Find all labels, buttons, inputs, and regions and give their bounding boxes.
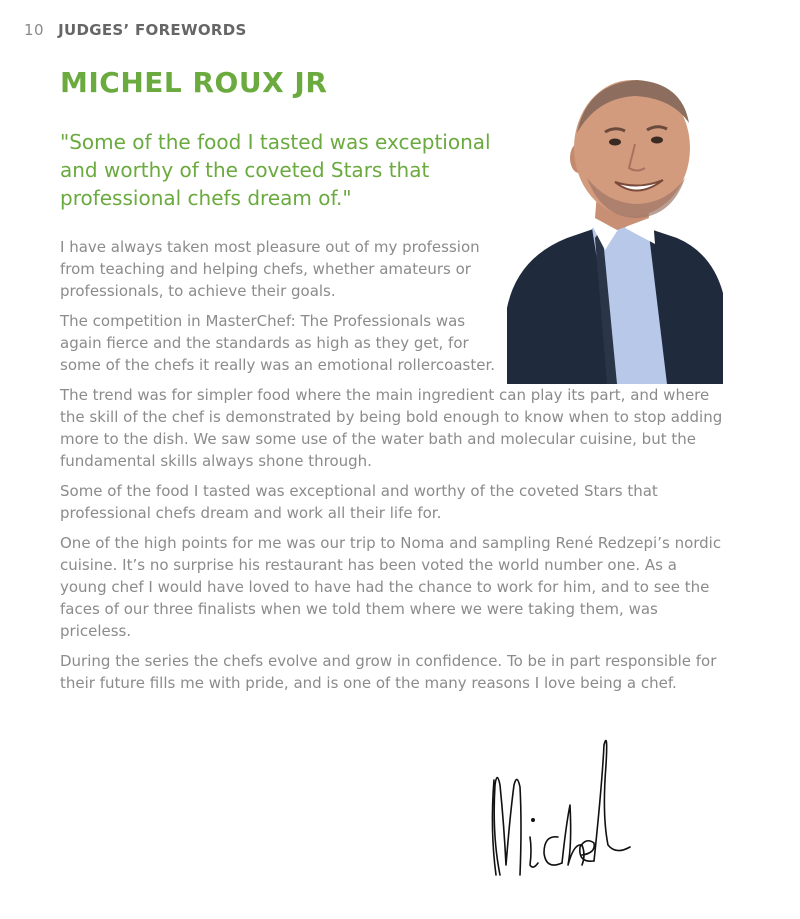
page-header (24, 20, 247, 40)
paragraph: During the series the chefs evolve and grow in confidence. To be in part responsible for their future fills me with pride, and is one of the many reasons I love being a chef. (60, 652, 717, 692)
judge-name: MICHEL ROUX JR (60, 66, 328, 99)
paragraph: The competition in MasterChef: The Professionals was again fierce and the standards as high as they get, for some of the chefs it really was an emotional rollercoaster. (60, 312, 496, 374)
page-number: 10 (24, 21, 45, 39)
section-title: JUDGES’ FOREWORDS (58, 21, 247, 39)
paragraph: One of the high points for me was our trip to Noma and sampling René Redzepi’s nordic cuisine. It’s no surprise his restaurant has been voted the world number one. As a young chef I would have loved to have had the chance to work for him, and to see the faces of our three finalists when we told them where we were taking them, was priceless. (60, 534, 722, 640)
photo-wrap-space (510, 236, 728, 384)
pull-quote: "Some of the food I tasted was exceptional and worthy of the coveted Stars that professional chefs dream of." (60, 130, 491, 210)
paragraph: I have always taken most pleasure out of my profession from teaching and helping chefs, whether amateurs or professionals, to achieve their goals. (60, 238, 480, 300)
handwritten-signature (470, 725, 650, 895)
paragraph: Some of the food I tasted was exceptional and worthy of the coveted Stars that professional chefs dream and work all their life for. (60, 482, 658, 522)
article-body (60, 236, 728, 702)
paragraph: The trend was for simpler food where the main ingredient can play its part, and where the skill of the chef is demonstrated by being bold enough to know when to stop adding more to the dish. We saw some use of the water bath and molecular cuisine, but the fundamental skills always shone through. (60, 386, 723, 470)
